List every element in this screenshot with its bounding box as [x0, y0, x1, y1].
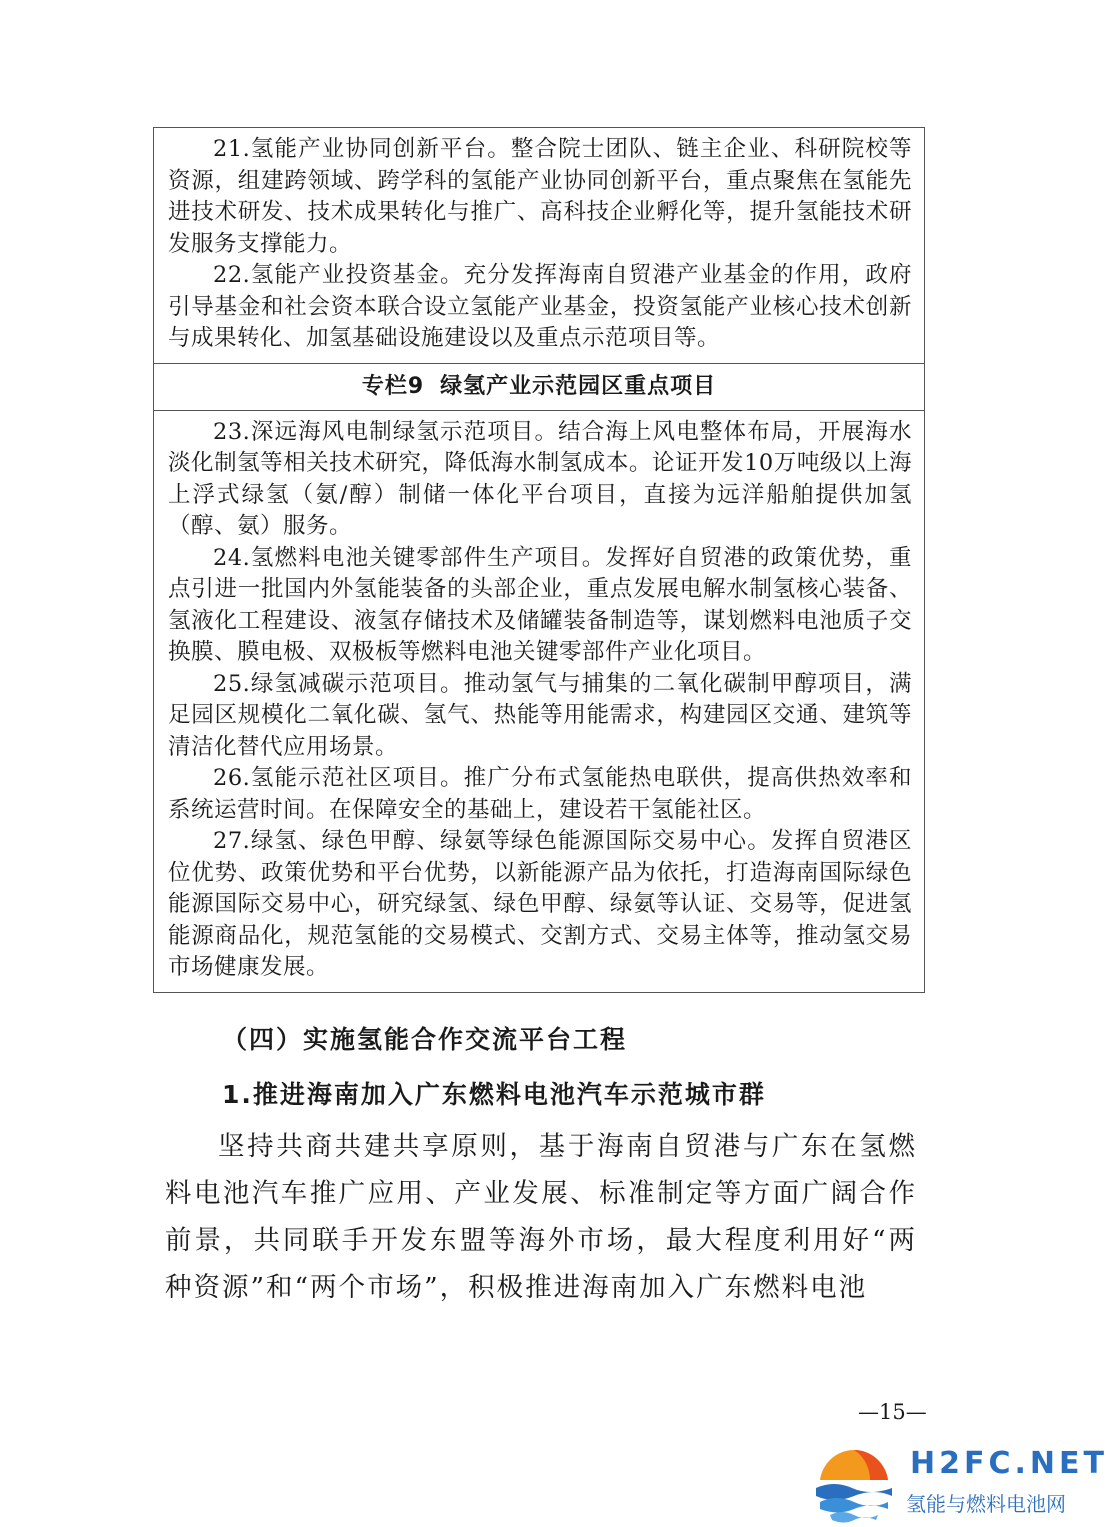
section-heading: （四）实施氢能合作交流平台工程: [222, 1025, 628, 1054]
table-item-21: 21.氢能产业协同创新平台。整合院士团队、链主企业、科研院校等资源，组建跨领域、跨学科的氢能产业协同创新平台，重点聚焦在氢能先进技术研发、技术成果转化与推广、高科技企业孵化等，提升氢能技术研发服务支撑能力。: [168, 136, 912, 257]
logo-subtitle: 氢能与燃料电池网: [906, 1492, 1066, 1516]
table-item-22: 22.氢能产业投资基金。充分发挥海南自贸港产业基金的作用，政府引导基金和社会资本联合设立氢能产业基金，投资氢能产业核心技术创新与成果转化、加氢基础设施建设以及重点示范项目等。: [168, 262, 912, 351]
project-column-table: [153, 127, 925, 993]
page-number: —15—: [858, 1400, 927, 1424]
column-heading-number: 专栏9: [361, 373, 425, 399]
column-heading: [154, 363, 924, 411]
table-item-26: 26.氢能示范社区项目。推广分布式氢能热电联供，提高供热效率和系统运营时间。在保障安全的基础上，建设若干氢能社区。: [168, 765, 912, 823]
body-paragraph: 坚持共商共建共享原则，基于海南自贸港与广东在氢燃料电池汽车推广应用、产业发展、标准制定等方面广阔合作前景，共同联手开发东盟等海外市场，最大程度利用好“两种资源”和“两个市场”，积极推进海南加入广东燃料电池: [165, 1131, 917, 1303]
watermark-logo: [806, 1444, 1108, 1524]
table-item-24: 24.氢燃料电池关键零部件生产项目。发挥好自贸港的政策优势，重点引进一批国内外氢能装备的头部企业，重点发展电解水制氢核心装备、氢液化工程建设、液氢存储技术及储罐装备制造等，谋划燃料电池质子交换膜、膜电极、双极板等燃料电池关键零部件产业化项目。: [168, 544, 912, 665]
table-item-25: 25.绿氢减碳示范项目。推动氢气与捕集的二氧化碳制甲醇项目，满足园区规模化二氧化碳、氢气、热能等用能需求，构建园区交通、建筑等清洁化替代应用场景。: [168, 670, 912, 760]
table-cell-top: [154, 128, 924, 363]
logo-title: H2FC.NET: [910, 1446, 1108, 1481]
table-item-23: 23.深远海风电制绿氢示范项目。结合海上风电整体布局，开展海水淡化制氢等相关技术研究，降低海水制氢成本。论证开发10万吨级以上海上浮式绿氢（氨/醇）制储一体化平台项目，直接为远洋船舶提供加氢（醇、氨）服务。: [168, 418, 912, 539]
table-item-27: 27.绿氢、绿色甲醇、绿氨等绿色能源国际交易中心。发挥自贸港区位优势、政策优势和平台优势，以新能源产品为依托，打造海南国际绿色能源国际交易中心，研究绿氢、绿色甲醇、绿氨等认证、交易等，促进氢能源商品化，规范氢能的交易模式、交割方式、交易主体等，推动氢交易市场健康发展。: [168, 828, 912, 980]
h2fc-logo-icon: [806, 1444, 902, 1524]
column-heading-title: 绿氢产业示范园区重点项目: [440, 373, 717, 399]
sub-heading: 1.推进海南加入广东燃料电池汽车示范城市群: [222, 1080, 766, 1109]
table-cell-bottom: [154, 411, 924, 992]
